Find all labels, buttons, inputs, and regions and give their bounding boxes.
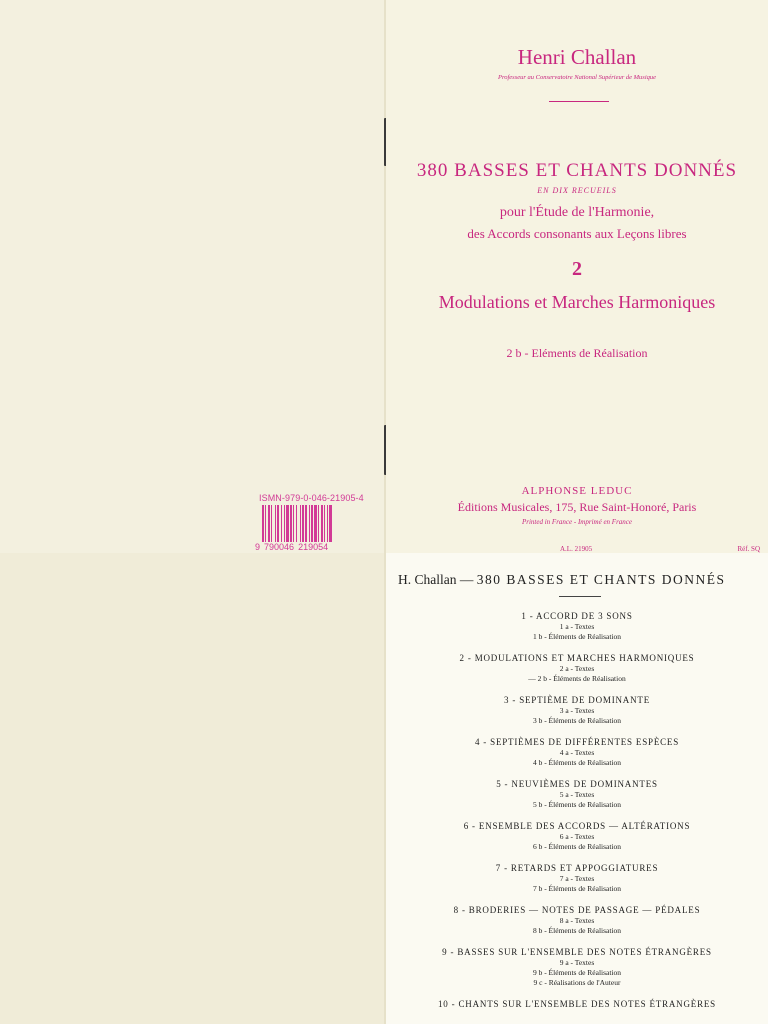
list-header-author: H. Challan: [398, 572, 457, 587]
volume-entry: [386, 652, 768, 684]
barcode-digit-group-2: 219054: [298, 542, 329, 552]
volume-entry: [386, 904, 768, 936]
volume-entry-title: 2 - MODULATIONS ET MARCHES HARMONIQUES: [459, 653, 695, 663]
volume-entry-subtitle: 5 a - Textes: [559, 790, 595, 799]
barcode: [262, 505, 355, 542]
ismn-label: ISMN-979-0-046-21905-4: [259, 493, 364, 503]
volume-entry-subtitle: 6 b - Éléments de Réalisation: [532, 842, 622, 851]
volume-number: 2: [572, 258, 582, 280]
title-page: [386, 0, 768, 553]
author-name: Henri Challan: [517, 45, 637, 69]
volume-entry-title: 3 - SEPTIÈME DE DOMINANTE: [504, 695, 650, 705]
barcode-bar: [324, 505, 325, 542]
volume-entry: [386, 862, 768, 894]
series-list-page: [386, 553, 768, 1024]
volume-entry-subtitle: 6 a - Textes: [559, 832, 595, 841]
barcode-bar: [321, 505, 323, 542]
volume-entry: [386, 998, 768, 1010]
barcode-bar: [296, 505, 297, 542]
volume-entry-subtitle: 3 b - Éléments de Réalisation: [532, 716, 622, 725]
list-header: [398, 572, 726, 588]
purpose-line-2: des Accords consonants aux Leçons libres: [467, 226, 687, 241]
barcode-bar: [262, 505, 264, 542]
barcode-bar: [300, 505, 301, 542]
reference-number: Réf. SQ: [737, 545, 760, 553]
publisher-name: ALPHONSE LEDUC: [521, 485, 633, 497]
volume-entry-subtitle: 4 b - Éléments de Réalisation: [532, 758, 622, 767]
publisher-address: Éditions Musicales, 175, Rue Saint-Honoré, Paris: [457, 500, 697, 514]
volume-entry-subtitle: — 2 b - Éléments de Réalisation: [528, 674, 626, 683]
volume-entry: [386, 610, 768, 642]
back-cover: [0, 0, 384, 553]
main-title: 380 BASSES ET CHANTS DONNÉS: [416, 160, 738, 181]
volume-entry-title: 9 - BASSES SUR L'ENSEMBLE DES NOTES ÉTRANGÈRES: [442, 947, 712, 957]
barcode-digit-group-1: 790046: [264, 542, 295, 552]
volume-entry: [386, 820, 768, 852]
volume-entry-subtitle: 9 b - Éléments de Réalisation: [532, 968, 622, 977]
volume-entry-subtitle: 7 a - Textes: [559, 874, 595, 883]
barcode-digit-prefix: 9: [255, 542, 261, 552]
volume-entry-subtitle: 2 a - Textes: [559, 664, 595, 673]
volume-entry: [386, 694, 768, 726]
barcode-bar: [329, 505, 332, 542]
list-divider: [559, 596, 601, 597]
volume-entry-subtitle: 9 c - Réalisations de l'Auteur: [533, 978, 621, 987]
volume-entry-subtitle: 9 a - Textes: [559, 958, 595, 967]
volume-entry: [386, 778, 768, 810]
volume-entry-subtitle: 1 b - Éléments de Réalisation: [532, 632, 622, 641]
blank-page: [0, 553, 384, 1024]
title-divider: [549, 101, 609, 102]
barcode-bar: [302, 505, 304, 542]
volume-entry-title: 5 - NEUVIÈMES DE DOMINANTES: [496, 779, 658, 789]
list-header-series: 380 BASSES ET CHANTS DONNÉS: [476, 572, 726, 587]
purpose-line-1: pour l'Étude de l'Harmonie,: [499, 205, 655, 220]
volume-entry-subtitle: 7 b - Éléments de Réalisation: [532, 884, 622, 893]
barcode-bar: [275, 505, 276, 542]
volume-entry-subtitle: 8 b - Éléments de Réalisation: [532, 926, 622, 935]
barcode-bar: [293, 505, 294, 542]
volume-list: [386, 610, 768, 1020]
volume-subtitle: 2 b - Eléments de Réalisation: [506, 346, 648, 360]
volume-entry-title: 8 - BRODERIES — NOTES DE PASSAGE — PÉDALES: [453, 905, 701, 915]
reference-code: A.L. 21905: [560, 545, 593, 553]
volume-entry-subtitle: 5 b - Éléments de Réalisation: [532, 800, 622, 809]
volume-title: Modulations et Marches Harmoniques: [438, 292, 716, 312]
list-header-dash: —: [459, 572, 474, 587]
barcode-digits: [255, 542, 359, 552]
barcode-bar: [286, 505, 289, 542]
barcode-bar: [314, 505, 317, 542]
barcode-bar: [284, 505, 285, 542]
volume-entry: [386, 736, 768, 768]
volume-entry-title: 1 - ACCORD DE 3 SONS: [521, 611, 633, 621]
barcode-bar: [265, 505, 266, 542]
volume-entry-subtitle: 8 a - Textes: [559, 916, 595, 925]
volume-entry-title: 6 - ENSEMBLE DES ACCORDS — ALTÉRATIONS: [463, 821, 691, 831]
volume-entry-subtitle: 3 a - Textes: [559, 706, 595, 715]
volume-entry-title: 7 - RETARDS ET APPOGGIATURES: [495, 863, 659, 873]
barcode-bar: [318, 505, 319, 542]
volume-entry-subtitle: 4 a - Textes: [559, 748, 595, 757]
barcode-bar: [309, 505, 310, 542]
author-subtitle: Professeur au Conservatoire National Supérieur de Musique: [497, 74, 657, 81]
volume-entry-title: 10 - CHANTS SUR L'ENSEMBLE DES NOTES ÉTRANGÈRES: [438, 999, 716, 1009]
barcode-bar: [271, 505, 272, 542]
barcode-bar: [311, 505, 313, 542]
barcode-bar: [290, 505, 292, 542]
volume-entry-subtitle: 1 a - Textes: [559, 622, 595, 631]
volume-entry: [386, 946, 768, 988]
barcode-bar: [277, 505, 279, 542]
volume-entry-title: 4 - SEPTIÈMES DE DIFFÉRENTES ESPÈCES: [474, 737, 680, 747]
barcode-bar: [281, 505, 282, 542]
barcode-bar: [305, 505, 307, 542]
printed-in-france: Printed in France - Imprimé en France: [521, 518, 633, 526]
recueils-subtitle: EN DIX RECUEILS: [537, 186, 617, 195]
barcode-bar: [327, 505, 328, 542]
barcode-bar: [268, 505, 270, 542]
